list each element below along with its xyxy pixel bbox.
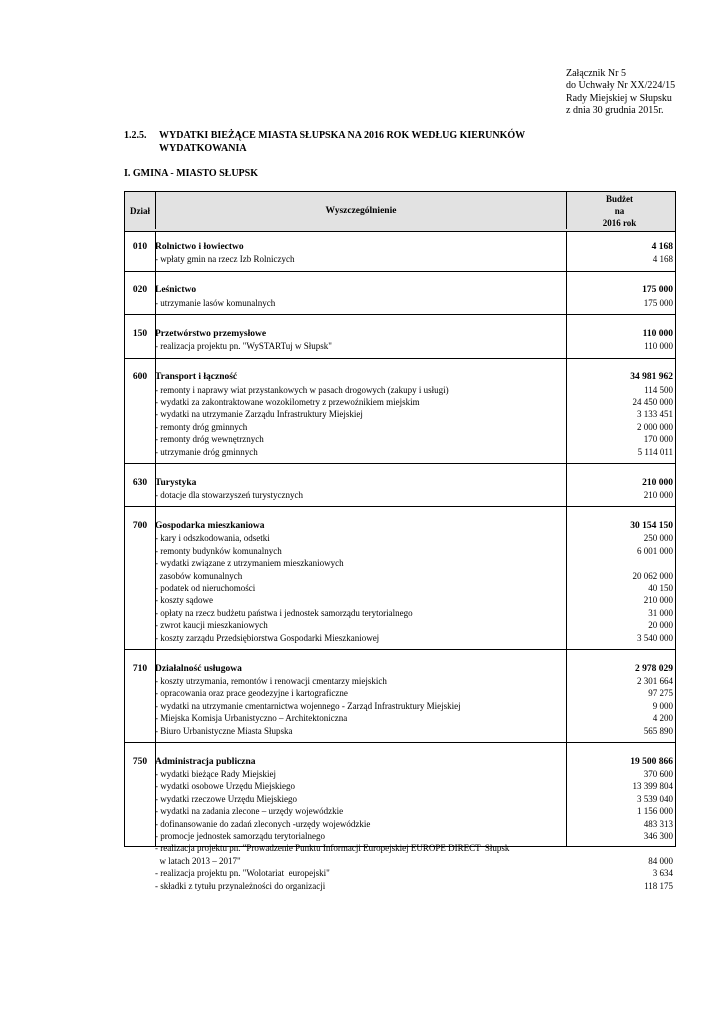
item-name: - opłaty na rzecz budżetu państwa i jednostek samorządu terytorialnego [155,607,413,618]
item-row [125,793,675,805]
item-row [125,818,675,830]
header-dzial: Dział [125,192,156,229]
header-budzet [567,193,672,229]
item-row [125,768,675,780]
item-name: - koszty zarządu Przedsiębiorstwa Gospodarki Mieszkaniowej [155,632,380,643]
section-name: Działalność usługowa [155,663,242,674]
item-name: - wydatki związane z utrzymaniem mieszkaniowych [155,558,344,569]
item-row [125,384,675,396]
item-amount: 210 000 [643,595,673,606]
section-separator [125,742,675,743]
item-amount: 175 000 [643,297,673,308]
section-row [125,328,675,340]
section-row [125,241,675,253]
item-row [125,842,675,854]
item-name: - dotacje dla stowarzyszeń turystycznych [155,490,303,500]
annex-line: Załącznik Nr 5 [566,68,626,79]
header-budzet-line: 2016 rok [602,218,637,228]
item-amount: 346 300 [643,831,673,841]
item-name: - wydatki na utrzymanie Zarządu Infrastruktury Miejskiej [155,409,363,420]
item-amount: 6 001 000 [637,545,673,556]
item-row [125,489,675,501]
section-name: Transport i łączność [155,372,238,383]
item-name: - składki z tytułu przynależności do organizacji [155,880,326,891]
section-code: 020 [132,285,148,296]
item-row [125,545,675,557]
item-row [125,700,675,712]
section-amount: 110 000 [642,328,673,339]
item-row [125,687,675,699]
item-name: - dofinansowanie do zadań zleconych -urzędy wojewódzkie [155,818,371,829]
section-row [125,756,675,768]
item-row [125,433,675,445]
section-row [125,284,675,296]
item-name: - utrzymanie lasów komunalnych [155,297,276,308]
section-amount: 2 978 029 [635,663,673,674]
section-row [125,371,675,383]
item-amount: 4 200 [652,713,673,724]
item-amount: 3 539 040 [637,793,673,804]
section-amount: 34 981 962 [630,372,673,383]
section-amount: 210 000 [642,477,673,488]
item-name: - realizacja projektu pn. "Prowadzenie Punktu Informacji Europejskiej EUROPE DIRECT Słupsk [155,843,510,854]
item-row [125,594,675,606]
item-row [125,855,675,867]
item-amount: 97 275 [648,688,673,699]
item-name: - koszty sądowe [155,595,213,606]
item-row [125,340,675,352]
item-name: - wydatki na utrzymanie cmentarnictwa wojennego - Zarząd Infrastruktury Miejskiej [155,700,461,711]
item-name: - wydatki za zakontraktowane wozokilometry z przewoźnikiem miejskim [155,397,420,407]
section-code: 150 [132,328,148,339]
item-amount: 210 000 [643,490,673,500]
annex-reference [566,68,675,117]
item-name: - wpłaty gmin na rzecz Izb Rolniczych [155,254,295,265]
item-name: - wydatki rzeczowe Urzędu Miejskiego [155,793,297,804]
title-line: WYDATKI BIEŻĄCE MIASTA SŁUPSKA NA 2016 ROK WEDŁUG KIERUNKÓW [159,130,526,141]
item-row [125,570,675,582]
section-separator [125,649,675,650]
item-name: - podatek od nieruchomości [155,583,256,593]
item-amount: 40 150 [648,583,673,593]
section-code: 710 [132,663,148,674]
item-row [125,619,675,631]
section-amount: 19 500 866 [630,756,673,767]
item-amount: 565 890 [643,725,673,736]
item-row [125,830,675,842]
item-amount: 114 500 [644,384,673,395]
item-row [125,675,675,687]
item-row [125,712,675,724]
item-name: - promocje jednostek samorządu terytorialnego [155,831,325,841]
item-name: - realizacja projektu pn. "Wolotariat europejski" [155,868,330,879]
item-name: - realizacja projektu pn. "WySTARTuj w Słupsk" [155,341,332,352]
table-header [125,192,675,232]
header-budzet-line: Budżet [606,194,633,204]
section-amount: 4 168 [651,242,673,252]
item-amount: 483 313 [643,818,673,829]
item-amount: 3 133 451 [637,409,673,420]
item-name: - remonty dróg gminnych [155,421,248,432]
gmina-heading: I. GMINA - MIASTO SŁUPSK [124,168,259,179]
section-row [125,477,675,489]
header-wyszczegolnienie: Wyszczególnienie [156,192,567,229]
item-name: - Biuro Urbanistyczne Miasta Słupska [155,725,293,736]
item-name: - utrzymanie dróg gminnych [155,446,258,457]
item-amount: 24 450 000 [632,397,673,407]
annex-line: do Uchwały Nr XX/224/15 [566,80,676,92]
section-separator [125,271,675,272]
item-amount: 9 000 [652,700,673,711]
item-name: - remonty budynków komunalnych [155,545,282,556]
section-name: Turystyka [155,477,197,488]
title-line: WYDATKOWANIA [159,143,247,154]
item-amount: 370 600 [643,769,673,779]
item-amount: 31 000 [648,607,673,618]
item-amount: 84 000 [648,855,673,866]
item-name: - remonty dróg wewnętrznych [155,434,264,445]
section-code: 010 [132,242,148,252]
item-name: - wydatki bieżące Rady Miejskiej [155,769,276,779]
section-separator [125,463,675,464]
item-name: - Miejska Komisja Urbanistyczno – Architektoniczna [155,713,348,724]
item-amount: 20 062 000 [632,570,673,581]
item-name: zasobów komunalnych [155,570,243,581]
item-row [125,253,675,265]
section-code: 750 [132,756,148,767]
item-row [125,607,675,619]
item-name: w latach 2013 – 2017" [155,855,241,866]
item-amount: 118 175 [644,880,673,891]
section-code: 630 [132,477,148,488]
item-row [125,780,675,792]
section-name: Administracja publiczna [155,756,256,767]
item-name: - kary i odszkodowania, odsetki [155,533,270,544]
item-amount: 13 399 804 [632,781,673,792]
item-amount: 110 000 [644,341,673,352]
section-row [125,663,675,675]
item-name: - opracowania oraz prace geodezyjne i kartograficzne [155,688,348,699]
item-row [125,805,675,817]
header-budzet-line: na [614,206,625,216]
item-row [125,408,675,420]
item-amount: 1 156 000 [637,806,673,817]
section-amount: 30 154 150 [630,521,673,531]
budget-table [124,191,676,891]
item-amount: 3 634 [652,868,673,879]
item-row [125,532,675,544]
item-row [125,396,675,408]
item-amount: 2 301 664 [637,676,673,686]
item-amount: 250 000 [643,533,673,544]
item-name: - zwrot kaucji mieszkaniowych [155,620,268,631]
item-row [125,582,675,594]
item-name: - wydatki osobowe Urzędu Miejskiego [155,781,295,792]
item-amount: 5 114 011 [637,446,673,457]
item-row [125,446,675,458]
item-row [125,632,675,644]
item-name: - remonty i naprawy wiat przystankowych w pasach drogowych (zakupy i usługi) [155,384,449,395]
item-row [125,867,675,879]
annex-line: Rady Miejskiej w Słupsku [566,92,672,104]
section-row [125,520,675,532]
item-amount: 3 540 000 [637,632,673,643]
title-text [159,129,539,155]
section-separator [125,314,675,315]
section-name: Gospodarka mieszkaniowa [155,521,265,531]
item-amount: 4 168 [652,254,673,265]
item-row [125,725,675,737]
annex-line: z dnia 30 grudnia 2015r. [566,104,664,116]
item-amount: 2 000 000 [637,421,673,432]
item-row [125,557,675,569]
section-code: 700 [132,521,148,531]
section-separator [125,506,675,507]
section-name: Leśnictwo [155,285,197,296]
item-name: - koszty utrzymania, remontów i renowacji cmentarzy miejskich [155,676,387,686]
item-amount: 20 000 [648,620,673,631]
item-name: - wydatki na zadania zlecone – urzędy wojewódzkie [155,806,344,817]
item-row [125,421,675,433]
section-separator [125,358,675,359]
item-row [125,880,675,892]
section-name: Rolnictwo i łowiectwo [155,242,244,252]
item-amount: 170 000 [643,434,673,445]
title-number: 1.2.5. [124,130,147,141]
item-row [125,297,675,309]
section-amount: 175 000 [642,285,673,296]
section-name: Przetwórstwo przemysłowe [155,328,267,339]
section-code: 600 [132,372,148,383]
